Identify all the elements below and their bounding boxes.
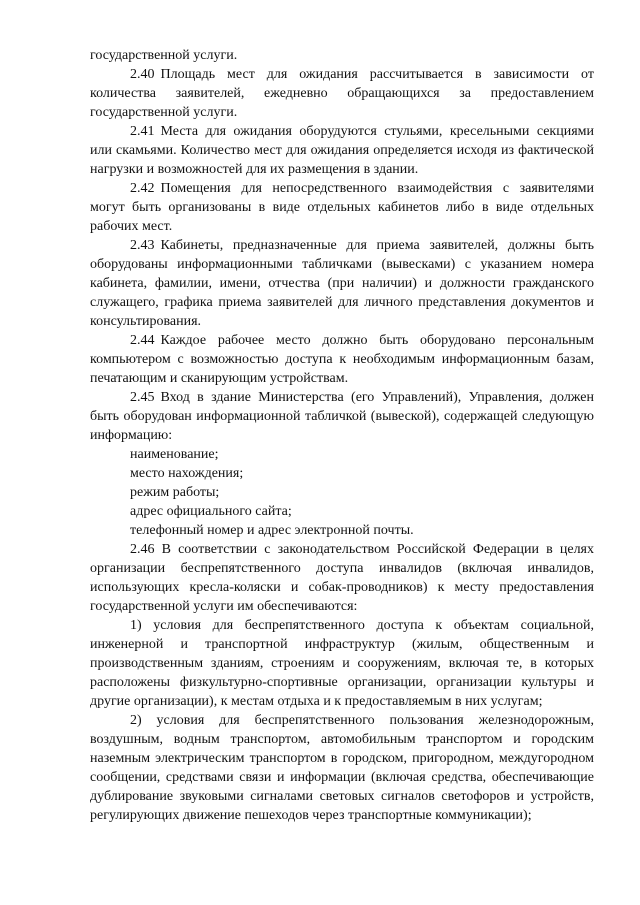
paragraph-number: 2.43 [130, 238, 155, 253]
list-item: телефонный номер и адрес электронной почты. [130, 523, 414, 538]
paragraph-number: 2.42 [130, 181, 155, 196]
paragraph-2-40 [90, 65, 594, 122]
paragraph-2-44 [90, 331, 594, 388]
list-item: адрес официального сайта; [130, 504, 292, 519]
paragraph-number: 2.40 [130, 67, 155, 82]
paragraph-text: Каждое рабочее место должно быть оборудовано персональным компьютером с возможностью доступа к необходимым информационным базам, печатающим и сканирующим устройствам. [90, 333, 594, 386]
paragraph-continuation: государственной услуги. [90, 48, 238, 63]
list-item: наименование; [130, 447, 219, 462]
paragraph-2-46: 2.46 В соответствии с законодательством Российской Федерации в целях организации беспрепятственного доступа инвалидов (включая инвалидов, использующих кресла-коляски и собак-проводников) к месту предоставления государственной услуги им обеспечиваются: [90, 542, 594, 614]
list-item: место нахождения; [130, 466, 244, 481]
list-item: режим работы; [130, 485, 220, 500]
document-page [90, 46, 594, 825]
paragraph-number: 2.45 [130, 390, 155, 405]
paragraph-text: Помещения для непосредственного взаимодействия с заявителями могут быть организованы в виде отдельных кабинетов либо в виде отдельных рабочих мест. [90, 181, 594, 234]
paragraph-text: Кабинеты, предназначенные для приема заявителей, должны быть оборудованы информационными табличками (вывесками) с указанием номера кабинета, фамилии, имени, отчества (при наличии) и должности гражданского служащего, графика приема заявителей для личного представления документов и консультирования. [90, 238, 594, 329]
paragraph-text: Вход в здание Министерства (его Управлений), Управления, должен быть оборудован информационной табличкой (вывеской), содержащей следующую информацию: [90, 390, 594, 443]
paragraph-text: Площадь мест для ожидания рассчитывается в зависимости от количества заявителей, ежедневно обращающихся за предоставлением государственной услуги. [90, 67, 594, 120]
paragraph-2-45 [90, 388, 594, 445]
paragraph-2-41 [90, 122, 594, 179]
paragraph-text: Места для ожидания оборудуются стульями, кресельными секциями или скамьями. Количество мест для ожидания определяется исходя из фактической нагрузки и возможностей для их размещения в здании. [90, 124, 594, 177]
subitem-2: 2) условия для беспрепятственного пользования железнодорожным, воздушным, водным транспортом, автомобильным транспортом и городским наземным электрическим транспортом в городском, пригородном, междугородном сообщении, средствами связи и информации (включая средства, обеспечивающие дублирование звуковыми сигналами световых сигналов светофоров и устройств, регулирующих движение пешеходов через транспортные коммуникации); [90, 713, 594, 823]
paragraph-2-42 [90, 179, 594, 236]
subitem-1: 1) условия для беспрепятственного доступа к объектам социальной, инженерной и транспортной инфраструктур (жилым, общественным и производственным зданиям, строениям и сооружениям, включая те, в которых расположены физкультурно-спортивные организации, организации культуры и другие организации), к местам отдыха и к предоставляемым в них услугам; [90, 618, 594, 709]
paragraph-2-43 [90, 236, 594, 331]
paragraph-number: 2.41 [130, 124, 155, 139]
paragraph-number: 2.44 [130, 333, 155, 348]
